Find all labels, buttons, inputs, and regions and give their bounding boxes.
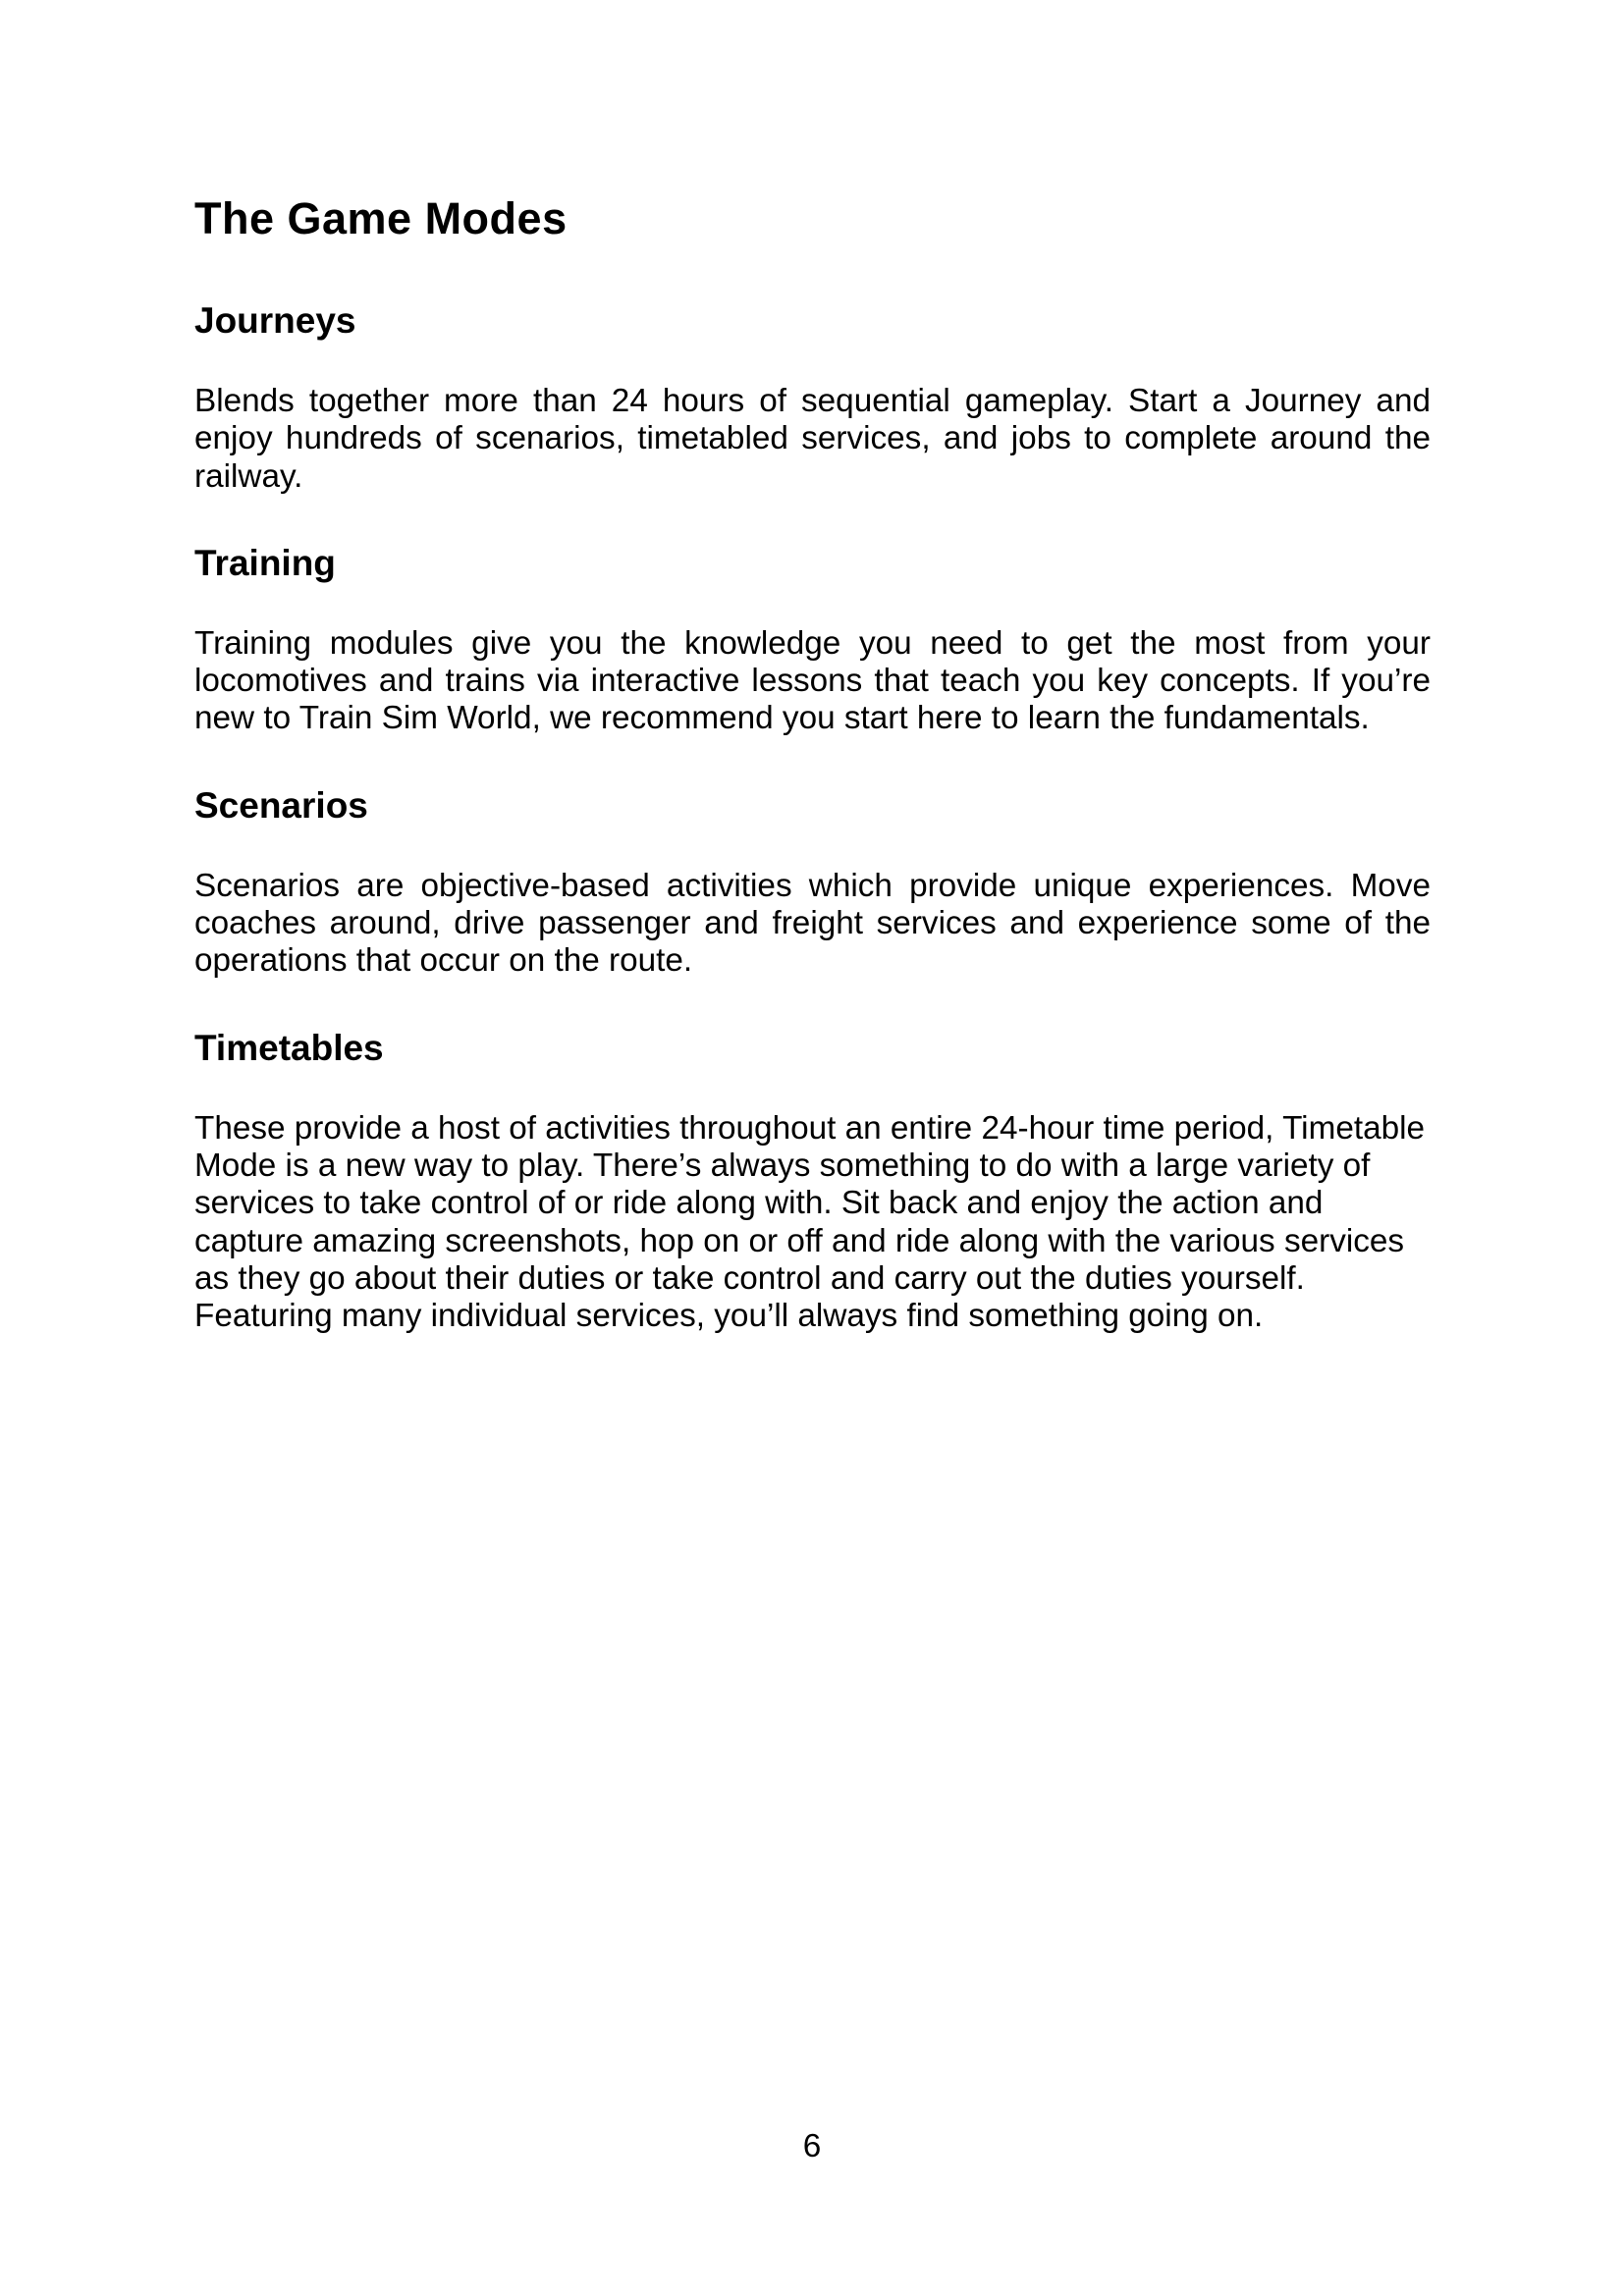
section-body-journeys: Blends together more than 24 hours of sequential gameplay. Start a Journey and enjoy hundreds of scenarios, timetabled services, and jobs to complete around the railway. [194,383,1431,495]
page-title: The Game Modes [194,193,568,243]
section-training [194,543,1431,738]
section-body-training: Training modules give you the knowledge you need to get the most from your locomotives and trains via interactive lessons that teach you key concepts. If you’re new to Train Sim World, we recommend you start here to learn the fundamentals. [194,624,1431,737]
section-scenarios [194,785,1431,981]
section-heading-timetables: Timetables [194,1027,384,1068]
section-heading-scenarios: Scenarios [194,784,368,826]
section-body-timetables: These provide a host of activities throughout an entire 24-hour time period, Timetable Mode is a new way to play. There’s always something to do with a large variety of services to take control of or ride along with. Sit back and enjoy the action and capture amazing screenshots, hop on or off and ride along with the various services as they go about their duties or take control and carry out the duties yourself. Featuring many individual services, you’ll always find something going on. [194,1109,1426,1335]
section-body-scenarios: Scenarios are objective-based activities which provide unique experiences. Move coaches around, drive passenger and freight services and experience some of the operations that occur on the route. [194,867,1431,980]
section-timetables [194,1028,1431,1336]
page-number: 6 [802,2128,822,2164]
section-journeys [194,300,1431,496]
section-heading-journeys: Journeys [194,300,356,341]
section-heading-training: Training [194,542,336,583]
